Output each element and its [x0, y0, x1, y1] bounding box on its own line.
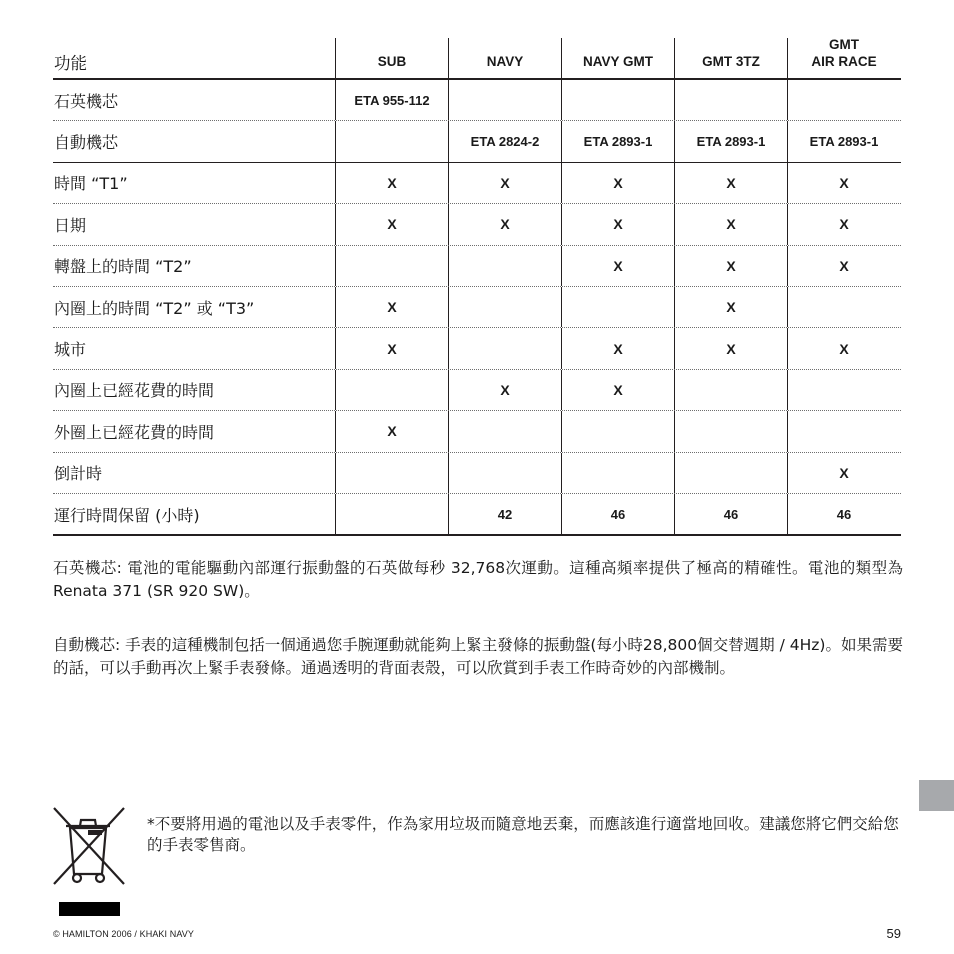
table-cell: X: [674, 204, 787, 244]
table-cell: 42: [448, 494, 561, 534]
table-cell: [561, 411, 674, 451]
table-cell: X: [448, 163, 561, 203]
table-row: [53, 120, 901, 161]
table-cell: [448, 453, 561, 493]
header-label: 功能: [54, 54, 87, 73]
table-row: [53, 410, 901, 451]
row-label: 倒計時: [54, 464, 103, 484]
table-row: [53, 203, 901, 244]
table-cell: [674, 411, 787, 451]
table-cell: X: [561, 163, 674, 203]
table-cell: [335, 246, 448, 286]
row-label: 外圈上已經花費的時間: [54, 422, 215, 442]
table-cell: X: [561, 328, 674, 368]
table-cell: X: [335, 411, 448, 451]
header-gmt-3tz: GMT 3TZ: [674, 38, 787, 78]
disposal-note: *不要將用過的電池以及手表零件，作為家用垃圾而隨意地丟棄，而應該進行適當地回收。建議您將它們交給您的手表零售商。: [147, 815, 899, 854]
table-cell: [335, 494, 448, 534]
table-cell: ETA 2893-1: [674, 121, 787, 161]
black-bar: [59, 902, 120, 916]
table-cell: X: [787, 163, 900, 203]
page-tab-marker: [919, 780, 954, 811]
table-cell: [561, 453, 674, 493]
table-cell: [561, 287, 674, 327]
table-cell: [787, 411, 900, 451]
table-cell: X: [787, 204, 900, 244]
table-cell: X: [561, 246, 674, 286]
header-gmt-air-race: GMT AIR RACE: [787, 38, 900, 78]
table-cell: [674, 453, 787, 493]
table-cell: [448, 287, 561, 327]
table-cell: X: [335, 328, 448, 368]
table-row: [53, 245, 901, 286]
table-cell: X: [335, 287, 448, 327]
row-label: 運行時間保留 (小時): [54, 505, 200, 525]
table-cell: [335, 121, 448, 161]
row-label: 內圈上已經花費的時間: [54, 381, 215, 401]
table-cell: X: [561, 204, 674, 244]
table-cell: [561, 80, 674, 120]
table-cell: ETA 955-112: [335, 80, 448, 120]
table-cell: X: [674, 163, 787, 203]
row-label: 城市: [54, 340, 87, 360]
table-cell: [674, 370, 787, 410]
table-cell: 46: [561, 494, 674, 534]
table-cell: X: [561, 370, 674, 410]
row-label: 內圈上的時間 “T2” 或 “T3”: [54, 298, 255, 318]
row-label: 自動機芯: [54, 133, 119, 153]
table-row: [53, 162, 901, 203]
header-navy-gmt: NAVY GMT: [561, 38, 674, 78]
table-row: [53, 286, 901, 327]
automatic-paragraph: 自動機芯: 手表的這種機制包括一個通過您手腕運動就能夠上緊主發條的振動盤(每小時28,800個交替週期 / 4Hz)。如果需要的話，可以手動再次上緊手表發條。通過透明的背面表殼，可以欣賞到手表工作時奇妙的內部機制。: [53, 636, 903, 677]
table-cell: [787, 80, 900, 120]
quartz-paragraph: 石英機芯: 電池的電能驅動內部運行振動盤的石英做每秒 32,768次運動。這種高頻率提供了極高的精確性。電池的類型為 Renata 371 (SR 920 SW)。: [53, 559, 903, 600]
table-cell: ETA 2893-1: [787, 121, 900, 161]
table-cell: X: [787, 453, 900, 493]
table-cell: ETA 2893-1: [561, 121, 674, 161]
table-cell: [448, 328, 561, 368]
table-cell: [787, 370, 900, 410]
row-label: 時間 “T1”: [54, 174, 128, 194]
table-body: [53, 80, 901, 534]
table-cell: X: [448, 370, 561, 410]
features-table: [53, 38, 901, 536]
table-cell: [674, 80, 787, 120]
table-cell: X: [335, 163, 448, 203]
row-label: 石英機芯: [54, 91, 119, 111]
table-cell: [448, 80, 561, 120]
table-cell: X: [448, 204, 561, 244]
table-row: [53, 80, 901, 120]
table-row: [53, 369, 901, 410]
table-row: [53, 493, 901, 534]
table-cell: [448, 246, 561, 286]
table-cell: [335, 453, 448, 493]
table-cell: 46: [787, 494, 900, 534]
header-sub: SUB: [335, 38, 448, 78]
table-cell: 46: [674, 494, 787, 534]
row-label: 轉盤上的時間 “T2”: [54, 257, 192, 277]
table-row: [53, 452, 901, 493]
table-row: [53, 327, 901, 368]
copyright: © HAMILTON 2006 / KHAKI NAVY: [53, 929, 194, 939]
header-navy: NAVY: [448, 38, 561, 78]
row-label: 日期: [54, 215, 87, 235]
table-cell: X: [674, 246, 787, 286]
table-cell: [335, 370, 448, 410]
crossed-out-wheelie-bin-icon: [50, 804, 128, 888]
table-cell: ETA 2824-2: [448, 121, 561, 161]
table-cell: X: [787, 328, 900, 368]
table-cell: [787, 287, 900, 327]
table-cell: [448, 411, 561, 451]
table-cell: X: [335, 204, 448, 244]
table-cell: X: [787, 246, 900, 286]
table-header-row: [53, 38, 901, 80]
table-cell: X: [674, 287, 787, 327]
table-cell: X: [674, 328, 787, 368]
page-number: 59: [886, 926, 901, 941]
